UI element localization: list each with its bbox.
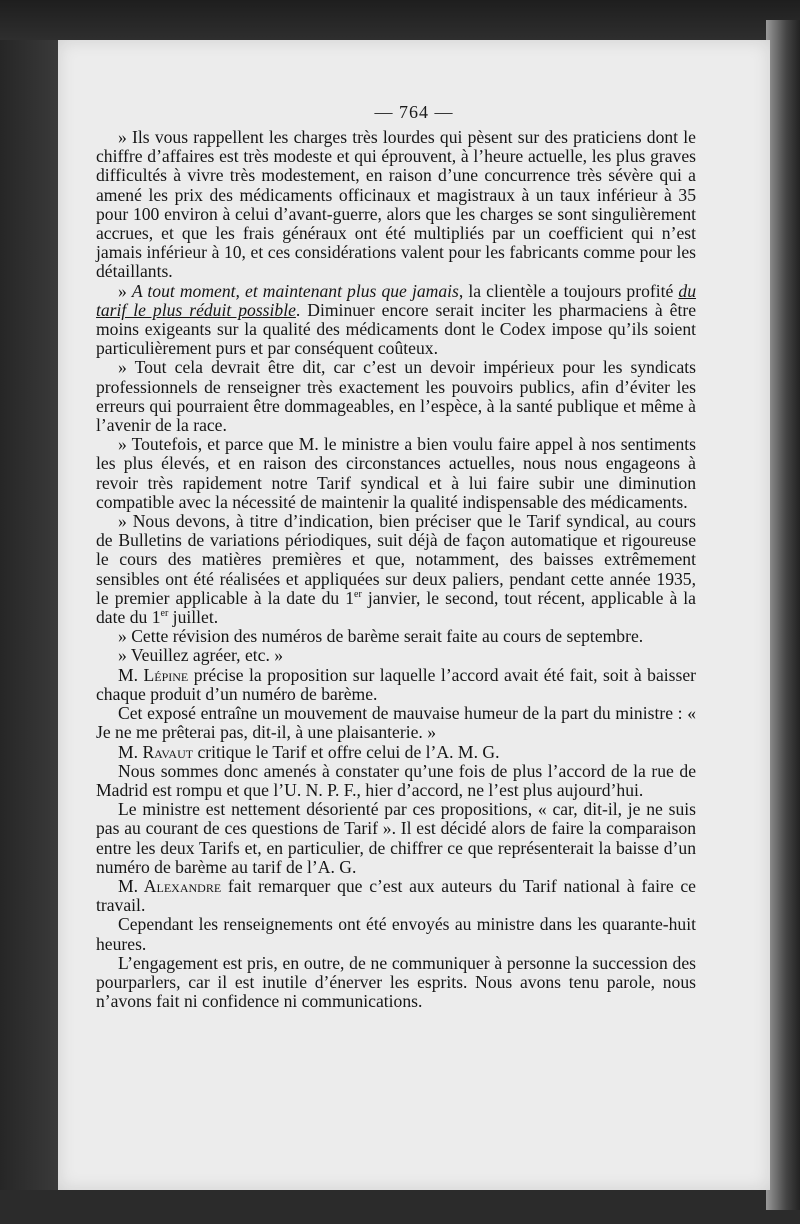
paragraph-10-rest: critique le Tarif et offre celui de l’A. M. G. (193, 741, 500, 762)
superscript-er: er (160, 608, 169, 620)
paragraph-2-rest: . Diminuer encore serait inciter les pharmaciens à être moins exigeants sur la qualité des médicaments dont le Codex impose qu’ils soient particulièrement purs et par conséquent coûteux. (96, 299, 697, 359)
speaker-name: M. Alexandre (118, 875, 222, 896)
paragraph-13-rest: fait remarquer que c’est aux auteurs du Tarif national à faire ce travail. (96, 875, 696, 916)
paragraph-14: Cependant les renseignements ont été envoyés au ministre dans les quarante-huit heures. (96, 914, 696, 954)
paragraph-9: Cet exposé entraîne un mouvement de mauvaise humeur de la part du ministre : « Je ne me prêterai pas, dit-il, à une plaisanterie. » (96, 703, 696, 743)
paragraph-4: » Toutefois, et parce que M. le ministre a bien voulu faire appel à nos sentiments les plus élevés, et en raison des circonstances actuelles, nous nous engageons à revoir très rapidement notre Tarif syndical et à lui faire subir une diminution compatible avec la nécessité de maintenir la qualité indispensable des médicaments. (96, 434, 696, 512)
paragraph-10 (96, 743, 696, 762)
paragraph-15: L’engagement est pris, en outre, de ne communiquer à personne la succession des pourparlers, car il est inutile d’énerver les esprits. Nous avons tenu parole, nous n’avons fait ni confidence ni communications. (96, 952, 696, 1012)
body-text (96, 128, 696, 1011)
scan-border-left (0, 40, 58, 1190)
superscript-er: er (354, 589, 362, 601)
paragraph-6: » Cette révision des numéros de barème serait faite au cours de septembre. (118, 626, 644, 647)
paragraph-2-lead: » (118, 280, 132, 301)
paragraph-13 (96, 877, 696, 915)
paragraph-5-part-c: juillet. (168, 607, 219, 628)
paragraph-5-part-b: janvier, le second, tout récent, applicable à la date du 1 (96, 587, 696, 628)
paragraph-8 (96, 666, 696, 704)
speaker-name: M. Ravaut (118, 741, 194, 762)
paragraph-5-part-a: » Nous devons, à titre d’indication, bien préciser que le Tarif syndical, au cours de Bulletins de variations périodiques, suit déjà de façon automatique et rigoureuse le cours des matières premières et que, notamment, des baisses extrêmement sensibles ont été réalisées et appliquées sur deux paliers, pendant cette année 1935, le premier applicable à la date du 1 (96, 511, 696, 608)
scan-border-top (0, 0, 800, 40)
paragraph-2-underlined: du tarif le plus réduit possible (96, 280, 697, 320)
paragraph-3: » Tout cela devrait être dit, car c’est un devoir impérieux pour les syndicats professionnels de renseigner très exactement les pouvoirs publics, afin d’éviter les erreurs qui pourraient être dommageables, en l’espèce, à la santé publique et même à l’avenir de la race. (96, 357, 696, 436)
paragraph-5 (96, 512, 696, 627)
scan-border-right (766, 20, 800, 1210)
paragraph-2 (96, 282, 696, 359)
paragraph-7: » Veuillez agréer, etc. » (118, 645, 284, 666)
speaker-name: M. Lépine (118, 664, 189, 685)
page-number: — 764 — (374, 102, 454, 122)
paragraph-2-mid: , la clientèle a toujours profité (458, 280, 679, 301)
paragraph-12: Le ministre est nettement désorienté par ces propositions, « car, dit-il, je ne suis pas au courant de ces questions de Tarif ». Il est décidé alors de faire la comparaison entre les deux Tarifs et, en particulier, de chiffrer ce que représenterait la baisse d’un numéro de barème au tarif de l’A. G. (96, 799, 696, 877)
paragraph-2-italic: A tout moment, et maintenant plus que jamais (131, 280, 459, 301)
paragraph-1: » Ils vous rappellent les charges très lourdes qui pèsent sur des praticiens dont le chiffre d’affaires est très modeste et qui éprouvent, à l’heure actuelle, les plus graves difficultés à vivre très modestement, en raison d’une concurrence très sévère qui a amené les prix des médicaments officinaux et magistraux à un taux inférieur à 35 pour 100 environ à celui d’avant-guerre, alors que les charges se sont singulièrement accrues, et que les frais généraux ont été multipliés par un coefficient qui n’est jamais inférieur à 10, et ces considérations valent pour les fabricants comme pour les détaillants. (96, 127, 696, 282)
paragraph-8-rest: précise la proposition sur laquelle l’accord avait été fait, soit à baisser chaque produit d’un numéro de barème. (96, 664, 697, 704)
paragraph-11: Nous sommes donc amenés à constater qu’une fois de plus l’accord de la rue de Madrid est rompu et que l’U. N. P. F., hier d’accord, ne l’est plus aujourd’hui. (96, 760, 696, 800)
